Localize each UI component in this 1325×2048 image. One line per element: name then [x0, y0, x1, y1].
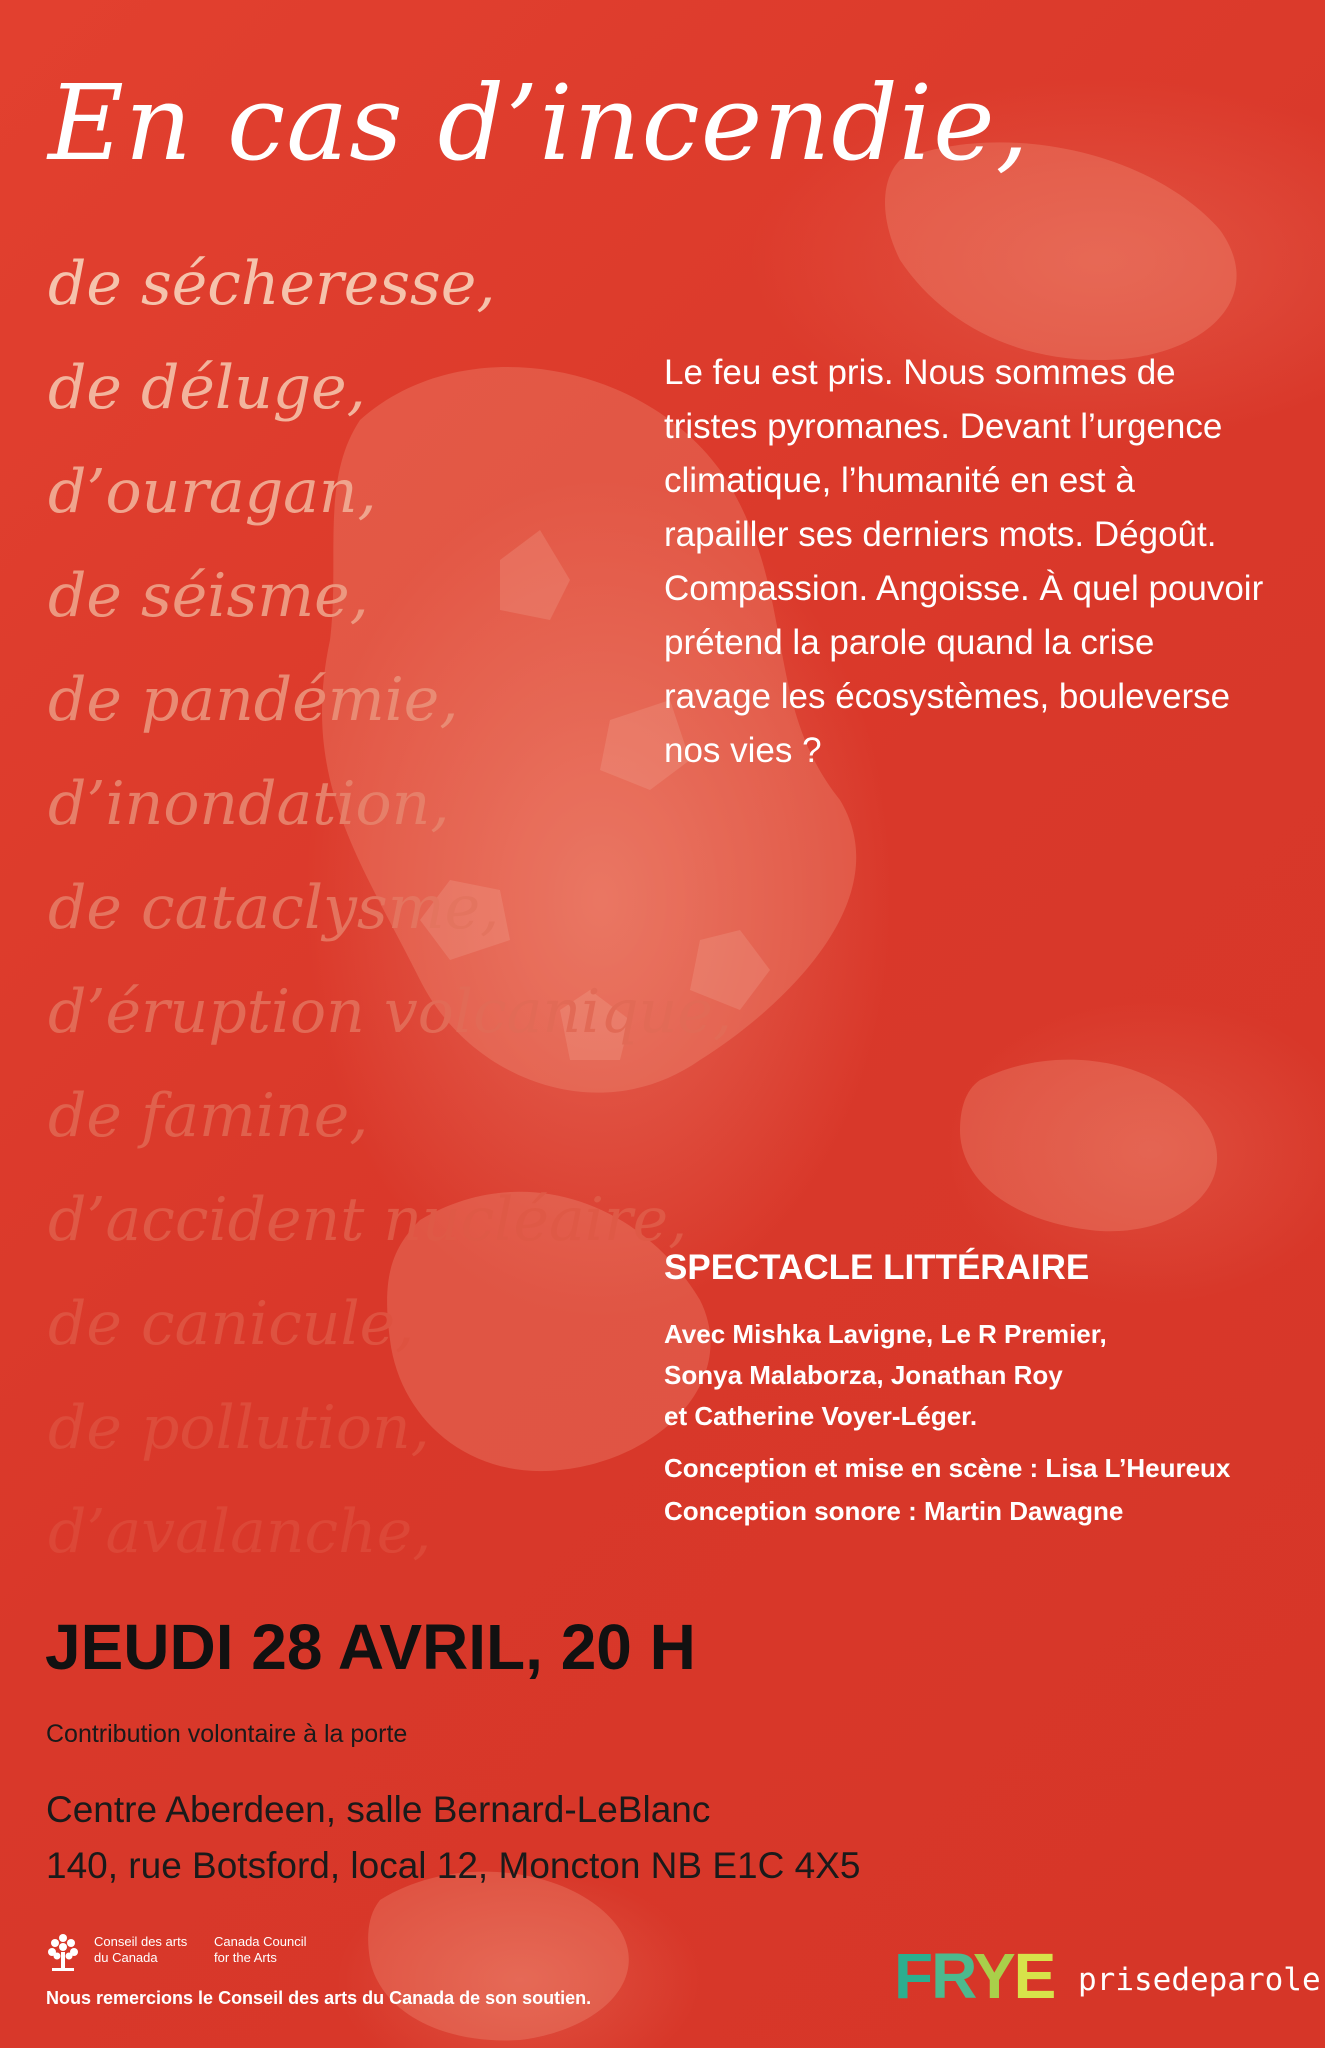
disaster-item: d’ouragan,	[48, 457, 377, 527]
council-name-en: Canada Council for the Arts	[214, 1934, 307, 1965]
frye-letter: R	[931, 1940, 973, 2012]
disaster-item: d’accident nucléaire,	[48, 1185, 688, 1255]
disaster-item: d’éruption volcanique,	[48, 977, 732, 1047]
event-credits	[664, 1248, 1264, 1533]
frye-letter: Y	[972, 1940, 1014, 2012]
cast-line: Sonya Malaborza, Jonathan Roy	[664, 1360, 1063, 1390]
poster-title: En cas d’incendie,	[48, 62, 1030, 184]
disaster-item: de famine,	[48, 1081, 369, 1151]
tree-icon	[46, 1932, 80, 1974]
frye-letter: F	[894, 1940, 932, 2012]
disaster-list	[48, 232, 732, 1584]
disaster-item: de pandémie,	[48, 665, 459, 735]
venue-address: 140, rue Botsford, local 12, Moncton NB E1C 4X5	[46, 1845, 861, 1886]
disaster-item: de sécheresse,	[48, 249, 496, 319]
sound-credit: Conception sonore : Martin Dawagne	[664, 1496, 1124, 1526]
disaster-item: de déluge,	[48, 353, 366, 423]
disaster-item: d’avalanche,	[48, 1497, 432, 1567]
staff-list	[664, 1447, 1264, 1533]
staging-credit: Conception et mise en scène : Lisa L’Heureux	[664, 1453, 1231, 1483]
council-name-fr: Conseil des arts du Canada	[94, 1934, 188, 1965]
contribution-note: Contribution volontaire à la porte	[46, 1720, 408, 1748]
publisher-logo: prisedeparole	[1078, 1962, 1321, 1998]
disaster-item: de séisme,	[48, 561, 369, 631]
disaster-item: d’inondation,	[48, 769, 450, 839]
disaster-item: de cataclysme,	[48, 873, 500, 943]
cast-line: Avec Mishka Lavigne, Le R Premier,	[664, 1319, 1107, 1349]
disaster-item: de pollution,	[48, 1393, 430, 1463]
acknowledgement: Nous remercions le Conseil des arts du Canada de son soutien.	[46, 1988, 592, 2008]
cast-list	[664, 1314, 1264, 1437]
event-type-heading: SPECTACLE LITTÉRAIRE	[664, 1248, 1090, 1287]
venue-info	[46, 1782, 860, 1894]
disaster-item: de canicule,	[48, 1289, 415, 1359]
frye-letter: E	[1013, 1940, 1055, 2012]
cast-line: et Catherine Voyer-Léger.	[664, 1401, 978, 1431]
event-date: JEUDI 28 AVRIL, 20 H	[45, 1611, 696, 1683]
intro-paragraph: Le feu est pris. Nous sommes de tristes pyromanes. Devant l’urgence climatique, l’humanité en est à rapailler ses derniers mots. Dégoût. Compassion. Angoisse. À quel pouvoir prétend la parole quand la crise ravage les écosystèmes, bouleverse nos vies ?	[664, 353, 1264, 770]
frye-logo	[894, 1940, 1055, 2012]
venue-name: Centre Aberdeen, salle Bernard-LeBlanc	[46, 1789, 711, 1830]
